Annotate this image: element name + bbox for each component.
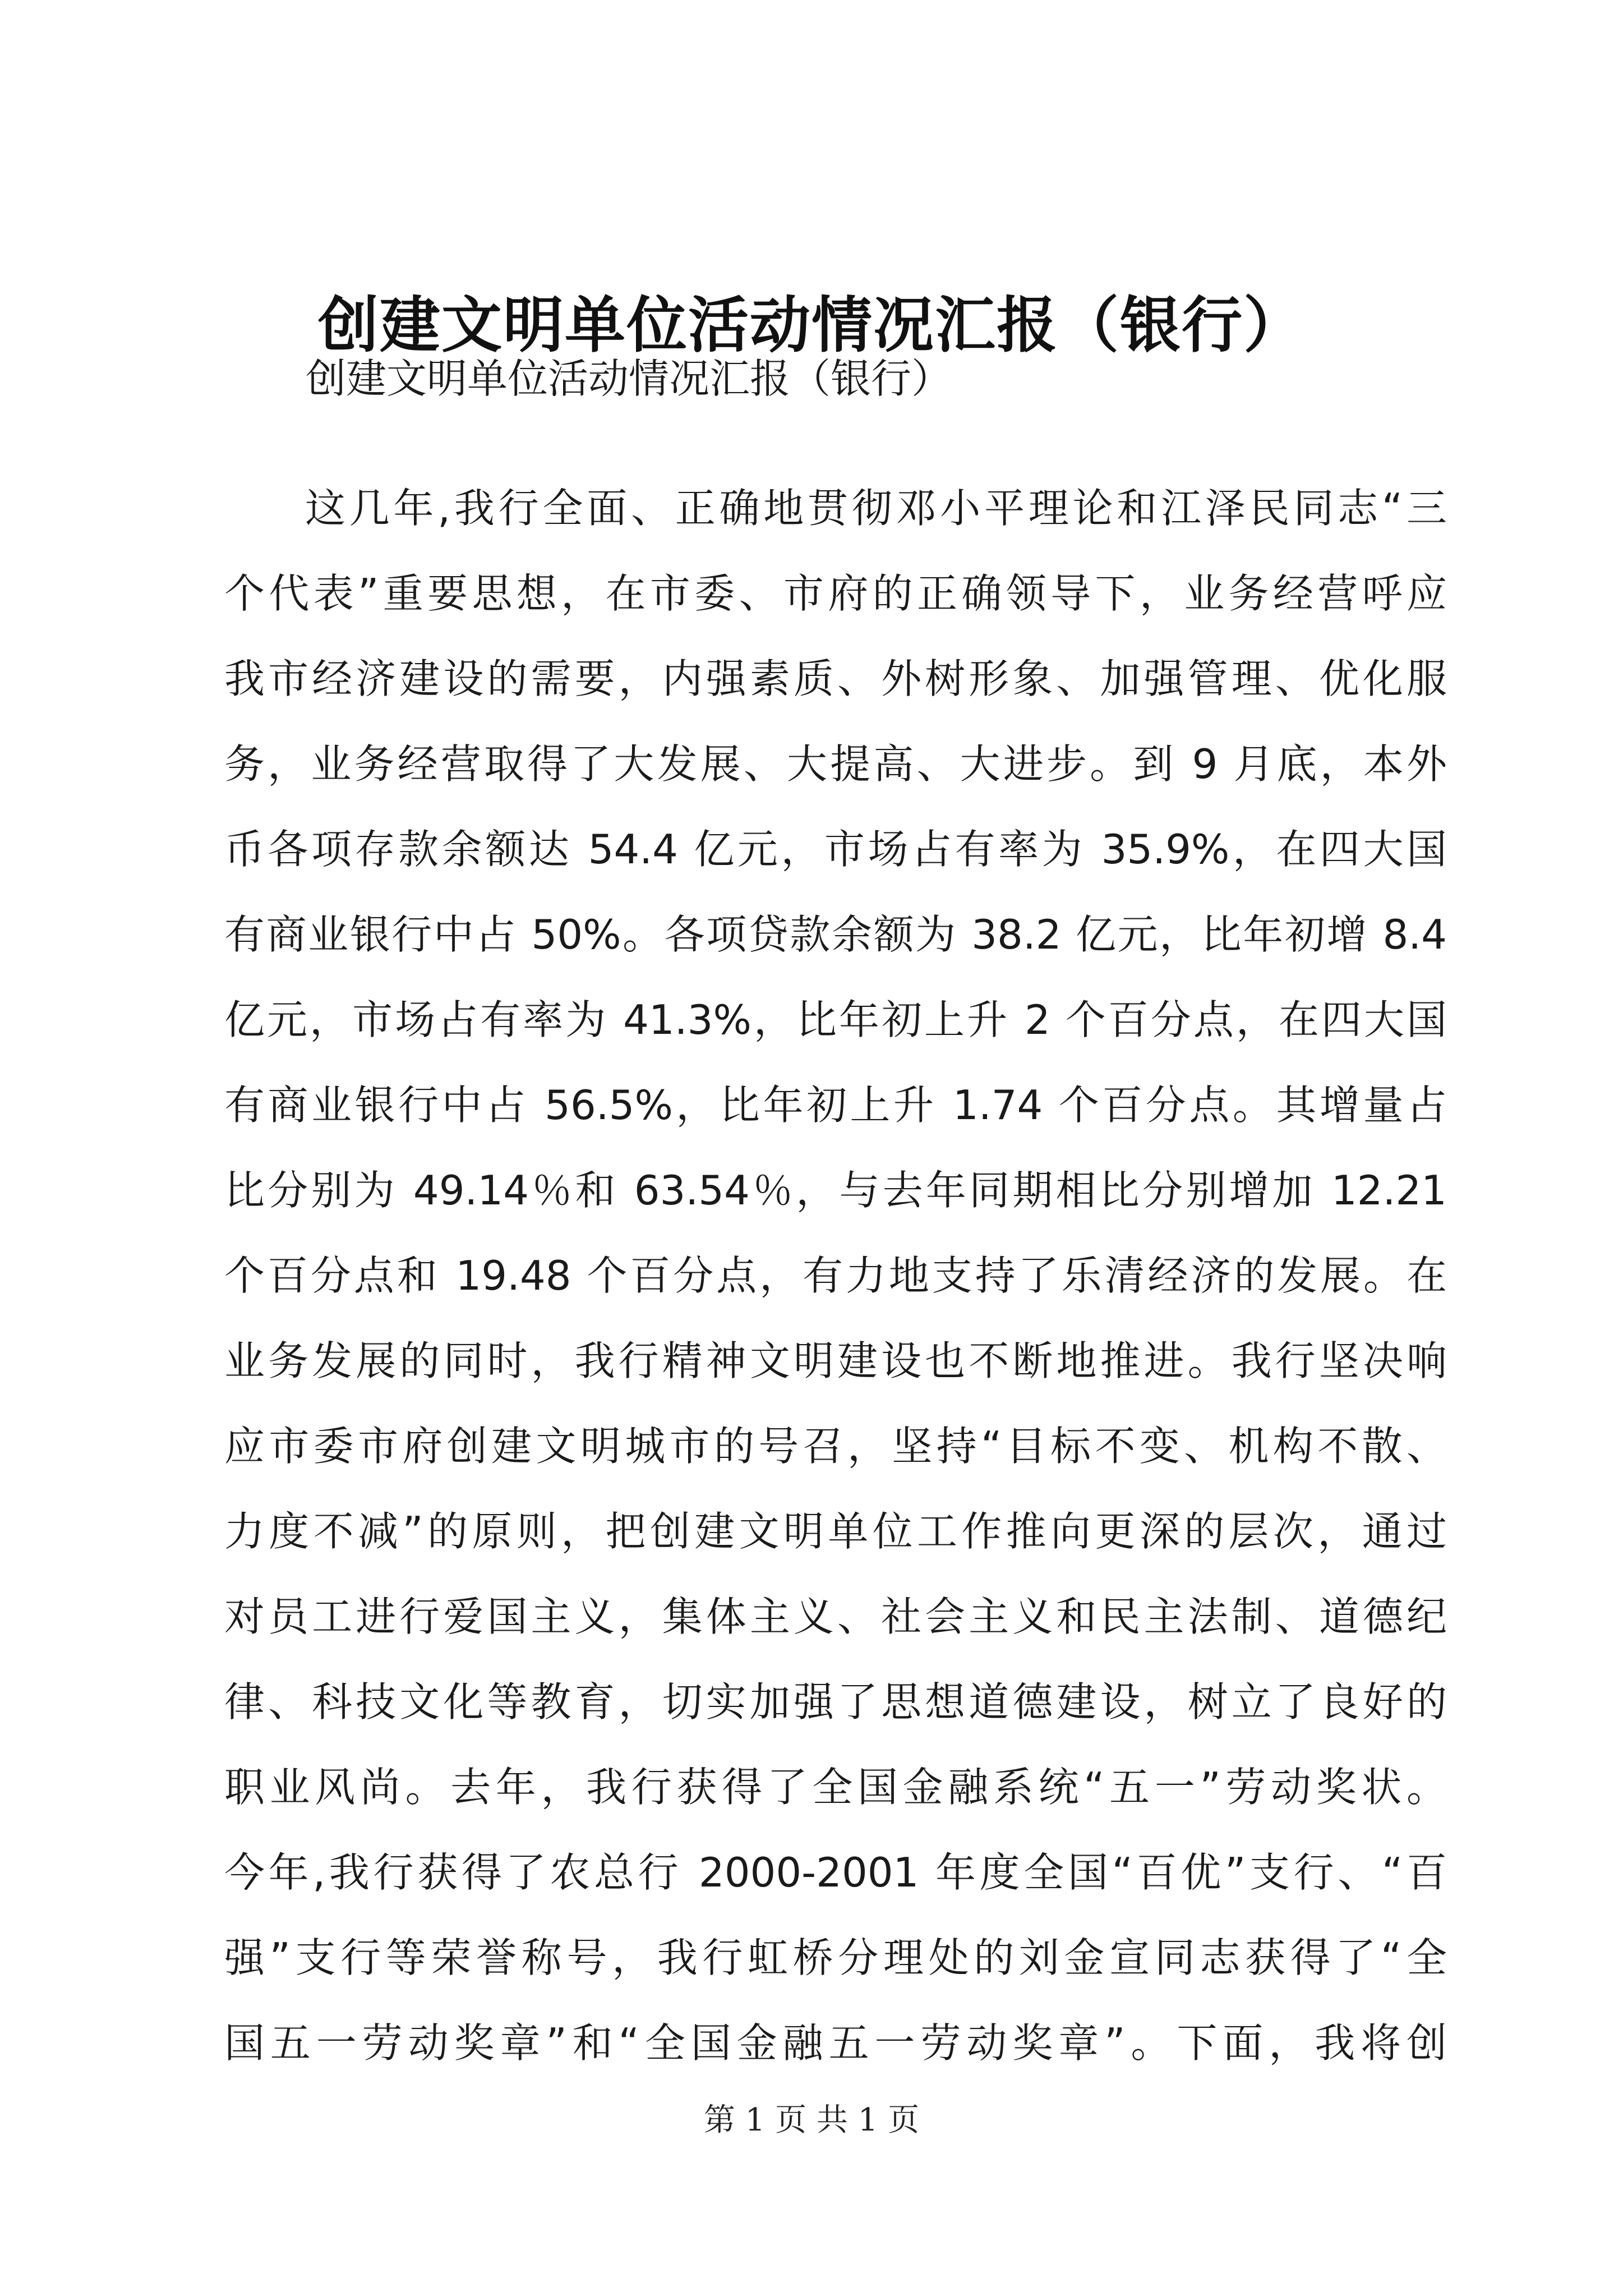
- body-line: 个代表”重要思想，在市委、市府的正确领导下，业务经营呼应: [224, 570, 1447, 617]
- body-line: 对员工进行爱国主义，集体主义、社会主义和民主法制、道德纪: [224, 1593, 1447, 1640]
- body-line: 有商业银行中占 56.5%，比年初上升 1.74 个百分点。其增量占: [224, 1082, 1447, 1129]
- document-title: 创建文明单位活动情况汇报（银行）: [317, 290, 1305, 361]
- body-line: 律、科技文化等教育，切实加强了思想道德建设，树立了良好的: [224, 1678, 1447, 1726]
- body-line: 业务发展的同时，我行精神文明建设也不断地推进。我行坚决响: [224, 1337, 1447, 1384]
- body-line: 有商业银行中占 50%。各项贷款余额为 38.2 亿元，比年初增 8.4: [224, 911, 1447, 958]
- body-line: 亿元，市场占有率为 41.3%，比年初上升 2 个百分点，在四大国: [224, 996, 1447, 1043]
- body-line: 这几年,我行全面、正确地贯彻邓小平理论和江泽民同志“三: [305, 485, 1447, 532]
- body-line: 力度不减”的原则，把创建文明单位工作推向更深的层次，通过: [224, 1508, 1447, 1555]
- body-line: 务，业务经营取得了大发展、大提高、大进步。到 9 月底，本外: [224, 740, 1447, 788]
- document-subtitle: 创建文明单位活动情况汇报（银行）: [306, 355, 952, 402]
- body-line: 今年,我行获得了农总行 2000-2001 年度全国“百优”支行、“百: [224, 1849, 1447, 1896]
- body-line: 币各项存款余额达 54.4 亿元，市场占有率为 35.9%，在四大国: [224, 826, 1447, 873]
- body-line: 应市委市府创建文明城市的号召，坚持“目标不变、机构不散、: [224, 1423, 1447, 1470]
- body-line: 强”支行等荣誉称号，我行虹桥分理处的刘金宣同志获得了“全: [224, 1934, 1447, 1981]
- page-footer: 第 1 页 共 1 页: [703, 2102, 920, 2138]
- body-line: 国五一劳动奖章”和“全国金融五一劳动奖章”。下面，我将创: [224, 2019, 1447, 2067]
- body-line: 职业风尚。去年，我行获得了全国金融系统“五一”劳动奖状。: [224, 1764, 1447, 1811]
- body-line: 个百分点和 19.48 个百分点，有力地支持了乐清经济的发展。在: [224, 1252, 1447, 1299]
- body-line: 我市经济建设的需要，内强素质、外树形象、加强管理、优化服: [224, 655, 1447, 702]
- body-line: 比分别为 49.14％和 63.54％，与去年同期相比分别增加 12.21: [224, 1167, 1447, 1214]
- document-body: [224, 466, 1447, 2086]
